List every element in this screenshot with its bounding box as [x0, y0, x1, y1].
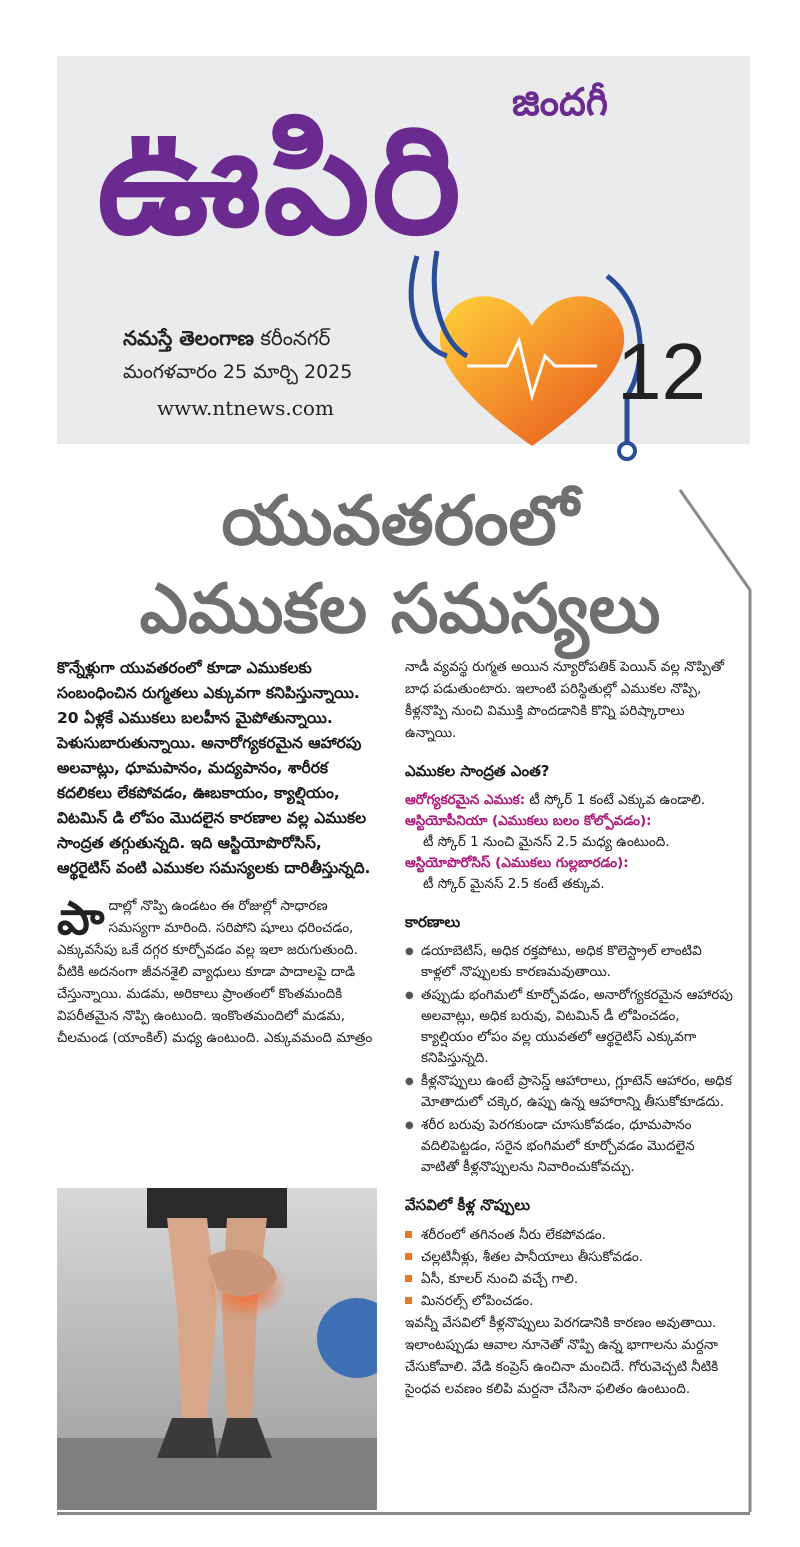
body-paragraph-1: [57, 891, 377, 1049]
list-item: ● శరీర బరువు పెరగకుండా చూసుకోవడం, ధూమపానం వదిలిపెట్టడం, సరైన భంగిమలో కూర్చోవడం మొదలైన వాటితో కీళ్లనొప్పులను నివారించుకోవచ్చు.: [405, 1115, 735, 1178]
density-item: ఆస్టియోపీనియా (ఎముకలు బలం కోల్పోవడం):: [405, 813, 652, 829]
body-paragraph-1-text: దాల్లో నొప్పి ఉండటం ఈ రోజుల్లో సాధారణ సమస్యగా మారింది. సరిపోని షూలు ధరించడం, ఎక్కువసేపు ఒకే దగ్గర కూర్చోవడం వల్ల ఇలా జరుగుతుంది. వీటికి అదనంగా జీవనశైలి వ్యాధులు కూడా పాదాలపై దాడి చేస్తున్నాయి. మడమ, అరికాలు ప్రాంతంలో కొంతమందికి విపరీతమైన నొప్పి ఉంటుంది. ఇంకొంతమందిలో మడమ, చీలమండ (యాంకిల్) మధ్య ఉంటుంది. ఎక్కువమంది మాత్రం: [57, 898, 373, 1046]
intro-paragraph: కొన్నేళ్లుగా యువతరంలో కూడా ఎముకలకు సంబంధించిన రుగ్మతలు ఎక్కువగా కనిపిస్తున్నాయి. 20 ఏళ్లకే ఎముకలు బలహీన మైపోతున్నాయి. పెళుసుబారుతున్నాయి. అనారోగ్యకరమైన ఆహారపు అలవాట్లు, ధూమపానం, మద్యపానం, శారీరక కదలికలు లేకపోవడం, ఊబకాయం, క్యాల్షియం, విటమిన్ డి లోపం మొదలైన కారణాల వల్ల ఎముకల సాంద్రత తగ్గుతున్నది. ఇది ఆస్టియోపొరోసిస్, ఆర్థరైటిస్ వంటి ఎముకల సమస్యలకు దారితీస్తున్నది.: [57, 659, 371, 877]
list-item: చల్లటినీళ్లు, శీతల పానీయాలు తీసుకోవడం.: [405, 1246, 735, 1268]
density-item-value: టీ స్కోర్ 1 నుంచి మైనస్ 2.5 మధ్య ఉంటుంది.: [423, 834, 670, 850]
headline-line1: యువతరంలో: [221, 482, 579, 561]
knee-pain-photo: [57, 1188, 377, 1510]
summer-heading: వేసవిలో కీళ్ల నొప్పులు: [405, 1196, 531, 1214]
list-item: శరీరంలో తగినంత నీరు లేకపోవడం.: [405, 1224, 735, 1246]
reasons-heading: కారణాలు: [405, 913, 461, 931]
summer-closing: ఇవన్నీ వేసవిలో కీళ్లనొప్పులు పెరగడానికి కారణం అవుతాయి. ఇలాంటప్పుడు ఆవాల నూనెతో నొప్పి ఉన్న భాగాలను మర్దనా చేసుకోవాలి. వేడి కంప్రెస్ ఉంచినా మంచిదే. గోరువెచ్చటి నీటికి సైంధవ లవణం కలిపి మర్దనా చేసినా ఫలితం ఉంటుంది.: [405, 1315, 719, 1397]
right-column: [405, 656, 735, 1400]
dropcap: పా: [57, 891, 105, 945]
masthead-url: www.ntnews.com: [157, 396, 334, 420]
list-item: ● డయాబెటిస్, అధిక రక్తపోటు, అధిక కొలెస్ట్రాల్ లాంటివి కాళ్లలో నొప్పులకు కారణమవుతాయి.: [405, 941, 735, 983]
body-paragraph-2: నాడీ వ్యవస్థ రుగ్మత అయిన న్యూరోపతిక్ పెయిన్ వల్ల నొప్పితో బాధ పడుతుంటారు. ఇలాంటి పరిస్థితుల్లో ఎముకల నొప్పి, కీళ్లనొప్పి నుంచి విముక్తి పొందడానికి కొన్ని పరిష్కారాలు ఉన్నాయి.: [405, 659, 725, 741]
bottom-divider: [57, 1512, 750, 1515]
list-item: ● తప్పుడు భంగిమలో కూర్చోవడం, అనారోగ్యకరమైన ఆహారపు అలవాట్లు, అధిక బరువు, విటమిన్ డీ లోపించడం, క్యాల్షియం లోపం వల్ల యువతలో ఆర్థరైటిస్ ఎక్కువగా కనిపిస్తున్నది.: [405, 985, 735, 1069]
headline-line2: ఎముకల సమస్యలు: [139, 570, 661, 649]
masthead-paper: [123, 326, 330, 355]
density-item: ఆరోగ్యకరమైన ఎముక: టీ స్కోర్ 1 కంటే ఎక్కువ ఉండాలి.: [405, 792, 706, 808]
masthead-date: మంగళవారం 25 మార్చి 2025: [123, 361, 353, 383]
density-item: ఆస్టియోపొరోసిస్ (ఎముకలు గుల్లబారడం):: [405, 855, 629, 871]
reasons-list: [405, 941, 735, 1178]
paper-name: నమస్తే తెలంగాణ: [123, 326, 255, 350]
paper-city: కరీంనగర్: [260, 326, 331, 350]
masthead-title: ఊపిరి: [97, 94, 463, 268]
summer-list: [405, 1224, 735, 1312]
list-item: మినరల్స్ లోపించడం.: [405, 1290, 735, 1312]
page-number: 12: [617, 327, 706, 416]
list-item: ● కీళ్లనొప్పులు ఉంటే ప్రాసెస్డ్ ఆహారాలు, గ్లూటెన్ ఆహారం, అధిక మోతాదులో చక్కెర, ఉప్పు ఉన్న ఆహారాన్ని తీసుకోకూడదు.: [405, 1071, 735, 1113]
masthead-zindagi: జిందగీ: [512, 80, 609, 124]
masthead: [57, 56, 750, 444]
density-item-value: టీ స్కోర్ మైనస్ 2.5 కంటే తక్కువ.: [423, 876, 605, 892]
density-heading: ఎముకల సాంద్రత ఎంత?: [405, 762, 550, 780]
left-column: [57, 656, 377, 1049]
headline: [40, 478, 760, 654]
density-list: [405, 790, 735, 895]
list-item: ఏసీ, కూలర్ నుంచి వచ్చే గాలి.: [405, 1268, 735, 1290]
